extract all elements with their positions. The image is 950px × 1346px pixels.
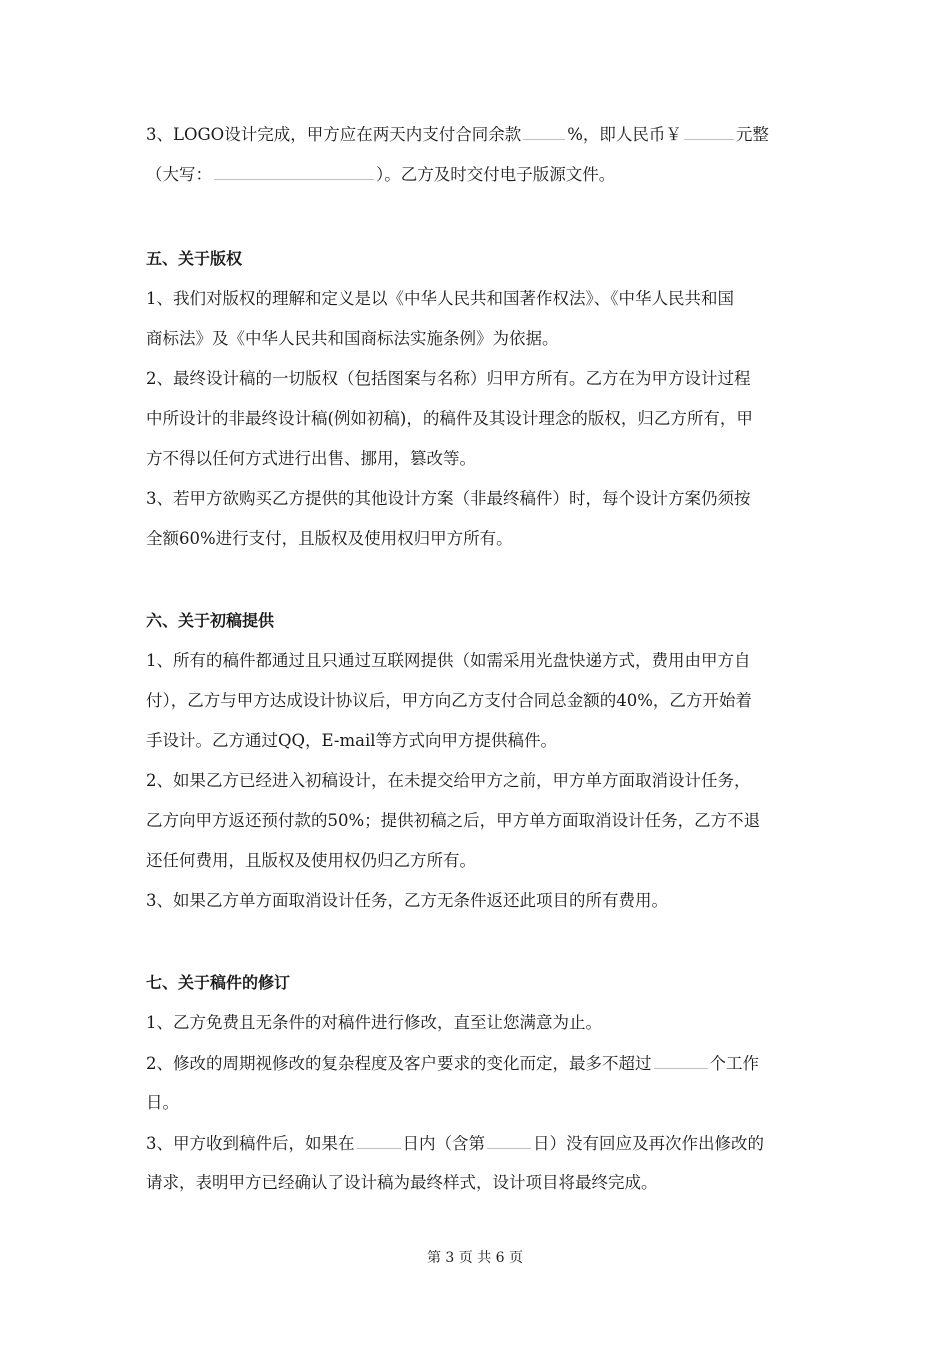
copyright-p2-line-3: 方不得以任何方式进行出售、挪用，篡改等。	[146, 449, 476, 468]
revision-p2-text-b: 个工作	[709, 1054, 759, 1073]
day-number-blank	[487, 1132, 531, 1149]
working-days-blank	[654, 1052, 708, 1069]
revision-p3-text-b: 日内（含第	[402, 1134, 485, 1153]
draft-p2-line-2: 乙方向甲方返还预付款的50%；提供初稿之后，甲方单方面取消设计任务，乙方不退	[146, 811, 761, 830]
payment-clause-text-c: 元整	[735, 125, 769, 144]
revision-p1-line-1: 1、乙方免费且无条件的对稿件进行修改，直至让您满意为止。	[146, 1013, 602, 1032]
draft-p1-line-2: 付），乙方与甲方达成设计协议后，甲方向乙方支付合同总金额的40%，乙方开始着	[146, 691, 752, 710]
section-heading-first-draft: 六、关于初稿提供	[146, 611, 275, 630]
payment-clause-line-1	[146, 123, 769, 146]
draft-p2-line-1: 2、如果乙方已经进入初稿设计，在未提交给甲方之前，甲方单方面取消设计任务，	[146, 771, 751, 790]
payment-clause-text-d: （大写：	[146, 165, 212, 184]
revision-p2-text-a: 2、修改的周期视修改的复杂程度及客户要求的变化而定，最多不超过	[146, 1054, 652, 1073]
copyright-p1-line-2: 商标法》及《中华人民共和国商标法实施条例》为依据。	[146, 329, 559, 348]
draft-p1-line-1: 1、所有的稿件都通过且只通过互联网提供（如需采用光盘快递方式，费用由甲方自	[146, 651, 751, 670]
copyright-p2-line-1: 2、最终设计稿的一切版权（包括图案与名称）归甲方所有。乙方在为甲方设计过程	[146, 369, 751, 388]
copyright-p1-line-1: 1、我们对版权的理解和定义是以《中华人民共和国著作权法》、《中华人民共和国	[146, 289, 734, 308]
payment-clause-text-b: %，即人民币￥	[567, 125, 682, 144]
copyright-p3-line-1: 3、若甲方欲购买乙方提供的其他设计方案（非最终稿件）时，每个设计方案仍须按	[146, 489, 751, 508]
payment-clause-text-a: 3、LOGO设计完成，甲方应在两天内支付合同余款	[146, 125, 522, 144]
payment-clause-line-2	[146, 163, 615, 186]
revision-p3-line-1	[146, 1132, 764, 1155]
draft-p1-line-3: 手设计。乙方通过QQ，E-mail等方式向甲方提供稿件。	[146, 731, 558, 750]
amount-in-words-blank	[214, 163, 374, 180]
amount-blank	[684, 123, 734, 140]
copyright-p2-line-2: 中所设计的非最终设计稿(例如初稿)，的稿件及其设计理念的版权，归乙方所有，甲	[146, 409, 753, 428]
payment-clause-text-e: ）。乙方及时交付电子版源文件。	[376, 165, 616, 184]
page-footer: 第 3 页 共 6 页	[426, 1250, 524, 1266]
days-blank	[357, 1132, 401, 1149]
copyright-p3-line-2: 全额60%进行支付，且版权及使用权归甲方所有。	[146, 529, 513, 548]
revision-p2-line-2: 日。	[146, 1093, 179, 1112]
percent-blank	[523, 123, 565, 140]
revision-p3-line-2: 请求，表明甲方已经确认了设计稿为最终样式，设计项目将最终完成。	[146, 1173, 658, 1192]
revision-p3-text-a: 3、甲方收到稿件后，如果在	[146, 1134, 355, 1153]
section-heading-copyright: 五、关于版权	[146, 249, 243, 268]
revision-p2-line-1	[146, 1052, 759, 1075]
revision-p3-text-c: 日）没有回应及再次作出修改的	[533, 1134, 764, 1153]
draft-p2-line-3: 还任何费用，且版权及使用权仍归乙方所有。	[146, 851, 476, 870]
section-heading-revisions: 七、关于稿件的修订	[146, 973, 291, 992]
draft-p3-line-1: 3、如果乙方单方面取消设计任务，乙方无条件返还此项目的所有费用。	[146, 891, 668, 910]
